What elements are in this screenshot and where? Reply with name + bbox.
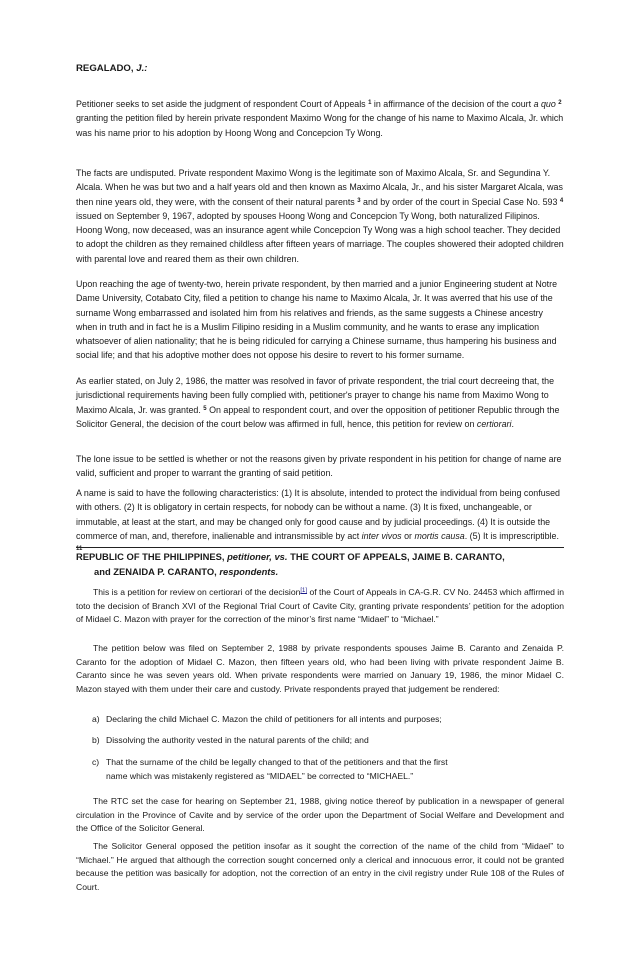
footnote-ref-5[interactable]: 5	[203, 405, 207, 412]
section-divider	[76, 547, 564, 548]
footnote-ref-4[interactable]: 4	[559, 197, 564, 204]
paragraph-petition-review: This is a petition for review on certiorari of the decision[1] of the Court of Appeals in CA-G.R. CV No. 24453 which affirmed in toto the decision of Branch XVI of the Regional Trial Court of Cavite City, granting private respondents’ petition for the adoption of Midael C. Mazon with prayer for the correction of the minor’s first name “Midael” to “Michael.”	[76, 587, 564, 625]
paragraph-petition-intro: Petitioner seeks to set aside the judgment of respondent Court of Appeals $^1$ in affirmance of the decision of the court a quo $^2$ granting the petition filed by herein private respondent Maximo Wong for the change of his name to Maximo Alcala, Jr. which was his name prior to his adoption by Hoong Wong and Concepcion Ty Wong.	[76, 99, 564, 138]
list-item-c: c) That the surname of the child be legally changed to that of the petitioners and that the first name which was mistakenly registered as “MIDAEL” be corrected to “MICHAEL.”	[92, 757, 448, 781]
paragraph-issue: The lone issue to be settled is whether or not the reasons given by private respondent in his petition for change of name are valid, sufficient and proper to warrant the granting of said petition.	[76, 454, 562, 479]
footnote-link-1[interactable]: [1]	[300, 588, 308, 594]
paragraph-solicitor-general: The Solicitor General opposed the petition insofar as it sought the correction of the name of the child from “Midael” to “Michael.” He argued that although the correction sought concerned only a clerical and innocuous error, it could not be granted because the petition was basically for adoption, not the correction of an entry in the civil registry under Rule 108 of the Rules of Court.	[76, 841, 564, 892]
paragraph-petition-below: The petition below was filed on September 2, 1988 by private respondents spouses Jaime B. Caranto and Zenaida P. Caranto for the adoption of Midael C. Mazon, then fifteen years old, who had been living with private respondent Jaime B. Caranto since he was seven years old. When private respondents were married on January 19, 1986, the minor Midael C. Mazon stayed with them under their care and custody. Private respondents prayed that judgement be rendered:	[76, 643, 564, 694]
footnote-ref-1[interactable]: 1	[368, 100, 372, 106]
case-title: REPUBLIC OF THE PHILIPPINES, petitioner, vs. THE COURT OF APPEALS, JAIME B. CARANTO, and ZENAIDA P. CARANTO, respondents.	[76, 551, 505, 577]
footnote-ref-3[interactable]: 3	[357, 197, 361, 204]
paragraph-facts: The facts are undisputed. Private respondent Maximo Wong is the legitimate son of Maximo Alcala, Sr. and Segundina Y. Alcala. When he was but two and a half years old and then known as Maximo Alcala, Jr., and his sister Margaret Alcala, was then nine years old, they were, with the consent of their natural parents $^3$ and by order of the court in Special Case No. 593 $^4$ issued on September 9, 1967, adopted by spouses Hoong Wong and Concepcion Ty Wong, both naturalized Filipinos. Hoong Wong, now deceased, was an insurance agent while Concepcion Ty Wong was a high school teacher. They decided to adopt the children as they remained childless after fifteen years of marriage. The couples showered their adopted children with parental love and reared them as their own children.	[76, 168, 564, 264]
ponente-name: REGALADO,	[76, 63, 134, 74]
ponente-heading	[76, 63, 147, 74]
ponente-title: J.:	[136, 63, 148, 74]
paragraph-petition-change-name: Upon reaching the age of twenty-two, herein private respondent, by then married and a junior Engineering student at Notre Dame University, Cotabato City, filed a petition to change his name to Maximo Alcala, Jr. It was averred that his use of the surname Wong embarrassed and isolated him from his relatives and friends, as the same suggests a Chinese ancestry when in truth and in fact he is a Muslim Filipino residing in a Muslim community, and he wants to erase any implication whatsoever of alien nationality; that he is being ridiculed for carrying a Chinese surname, thus hampering his business and social life; and that his adoptive mother does not oppose his desire to revert to his former surname.	[76, 279, 558, 361]
paragraph-rtc-hearing: The RTC set the case for hearing on September 21, 1988, giving notice thereof by publication in a newspaper of general circulation in the Province of Cavite and by service of the order upon the Department of Social Welfare and Development and the Office of the Solicitor General.	[76, 796, 564, 834]
footnote-ref-2[interactable]: 2	[558, 100, 562, 106]
list-item-a: a) Declaring the child Michael C. Mazon the child of petitioners for all intents and purposes;	[92, 714, 442, 724]
paragraph-name-characteristics: A name is said to have the following characteristics: (1) It is absolute, intended to protect the individual from being confused with others. (2) It is obligatory in certain respects, for nobody can be without a name. (3) It is fixed, unchangeable, or immutable, at least at the start, and may be changed only for good cause and by judicial proceedings. (4) It is outside the commerce of man, and, therefore, inalienable and intransmissible by act inter vivos or mortis causa. (5) It is imprescriptible. $^{11}$	[76, 488, 560, 553]
paragraph-procedural-history: As earlier stated, on July 2, 1986, the matter was resolved in favor of private respondent, the trial court decreeing that, the jurisdictional requirements having been fully complied with, petitioner's prayer to change his name from Maximo Wong to Maximo Alcala, Jr. was granted. $^5$ On appeal to respondent court, and over the opposition of petitioner Republic through the Solicitor General, the decision of the court below was affirmed in full, hence, this petition for review on certiorari.	[76, 376, 560, 429]
list-item-b: b) Dissolving the authority vested in the natural parents of the child; and	[92, 735, 369, 745]
footnote-ref-11[interactable]: 11	[76, 546, 83, 553]
